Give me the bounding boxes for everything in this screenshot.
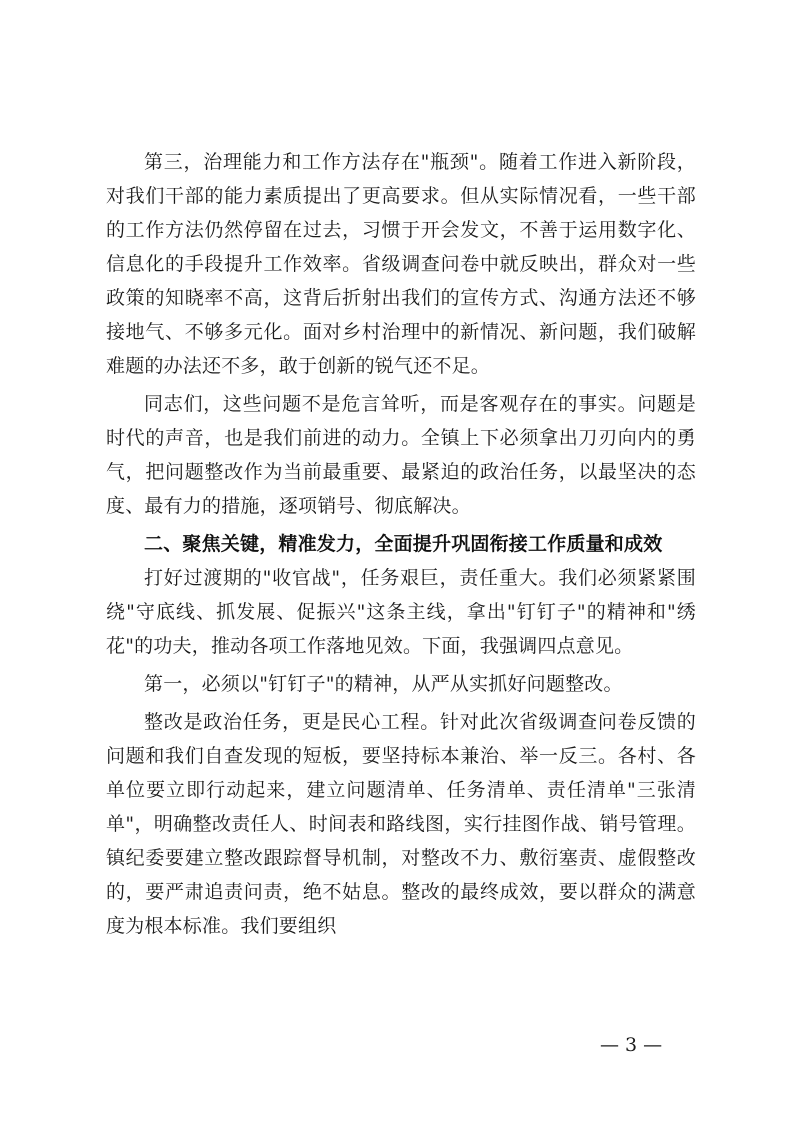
paragraph: 同志们，这些问题不是危言耸听，而是客观存在的事实。问题是时代的声音，也是我们前进的动力。全镇上下必须拿出刀刃向内的勇气，把问题整改作为当前最重要、最紧迫的政治任务，以最坚决的态度、最有力的措施，逐项销号、彻底解决。 (106, 393, 696, 517)
paragraph: 第一，必须以"钉钉子"的精神，从严从实抓好问题整改。 (144, 673, 623, 695)
paragraph: 打好过渡期的"收官战"，任务艰巨，责任重大。我们必须紧紧围绕"守底线、抓发展、促振兴"这条主线，拿出"钉钉子"的精神和"绣花"的功夫，推动各项工作落地见效。下面，我强调四点意见。 (106, 567, 696, 657)
section-heading: 二、聚焦关键，精准发力，全面提升巩固衔接工作质量和成效 (144, 533, 663, 555)
page-number: — 3 — (600, 1034, 663, 1056)
paragraph: 第三，治理能力和工作方法存在"瓶颈"。随着工作进入新阶段，对我们干部的能力素质提出了更高要求。但从实际情况看，一些干部的工作方法仍然停留在过去，习惯于开会发文，不善于运用数字化、信息化的手段提升工作效率。省级调查问卷中就反映出，群众对一些政策的知晓率不高，这背后折射出我们的宣传方式、沟通方法还不够接地气、不够多元化。面对乡村治理中的新情况、新问题，我们破解难题的办法还不多，敢于创新的锐气还不足。 (106, 151, 696, 377)
document-body (106, 145, 696, 943)
paragraph: 整改是政治任务，更是民心工程。针对此次省级调查问卷反馈的问题和我们自查发现的短板，要坚持标本兼治、举一反三。各村、各单位要立即行动起来，建立问题清单、任务清单、责任清单"三张清单"，明确整改责任人、时间表和路线图，实行挂图作战、销号管理。镇纪委要建立整改跟踪督导机制，对整改不力、敷衍塞责、虚假整改的，要严肃追责问责，绝不姑息。整改的最终成效，要以群众的满意度为根本标准。我们要组织 (106, 711, 696, 937)
